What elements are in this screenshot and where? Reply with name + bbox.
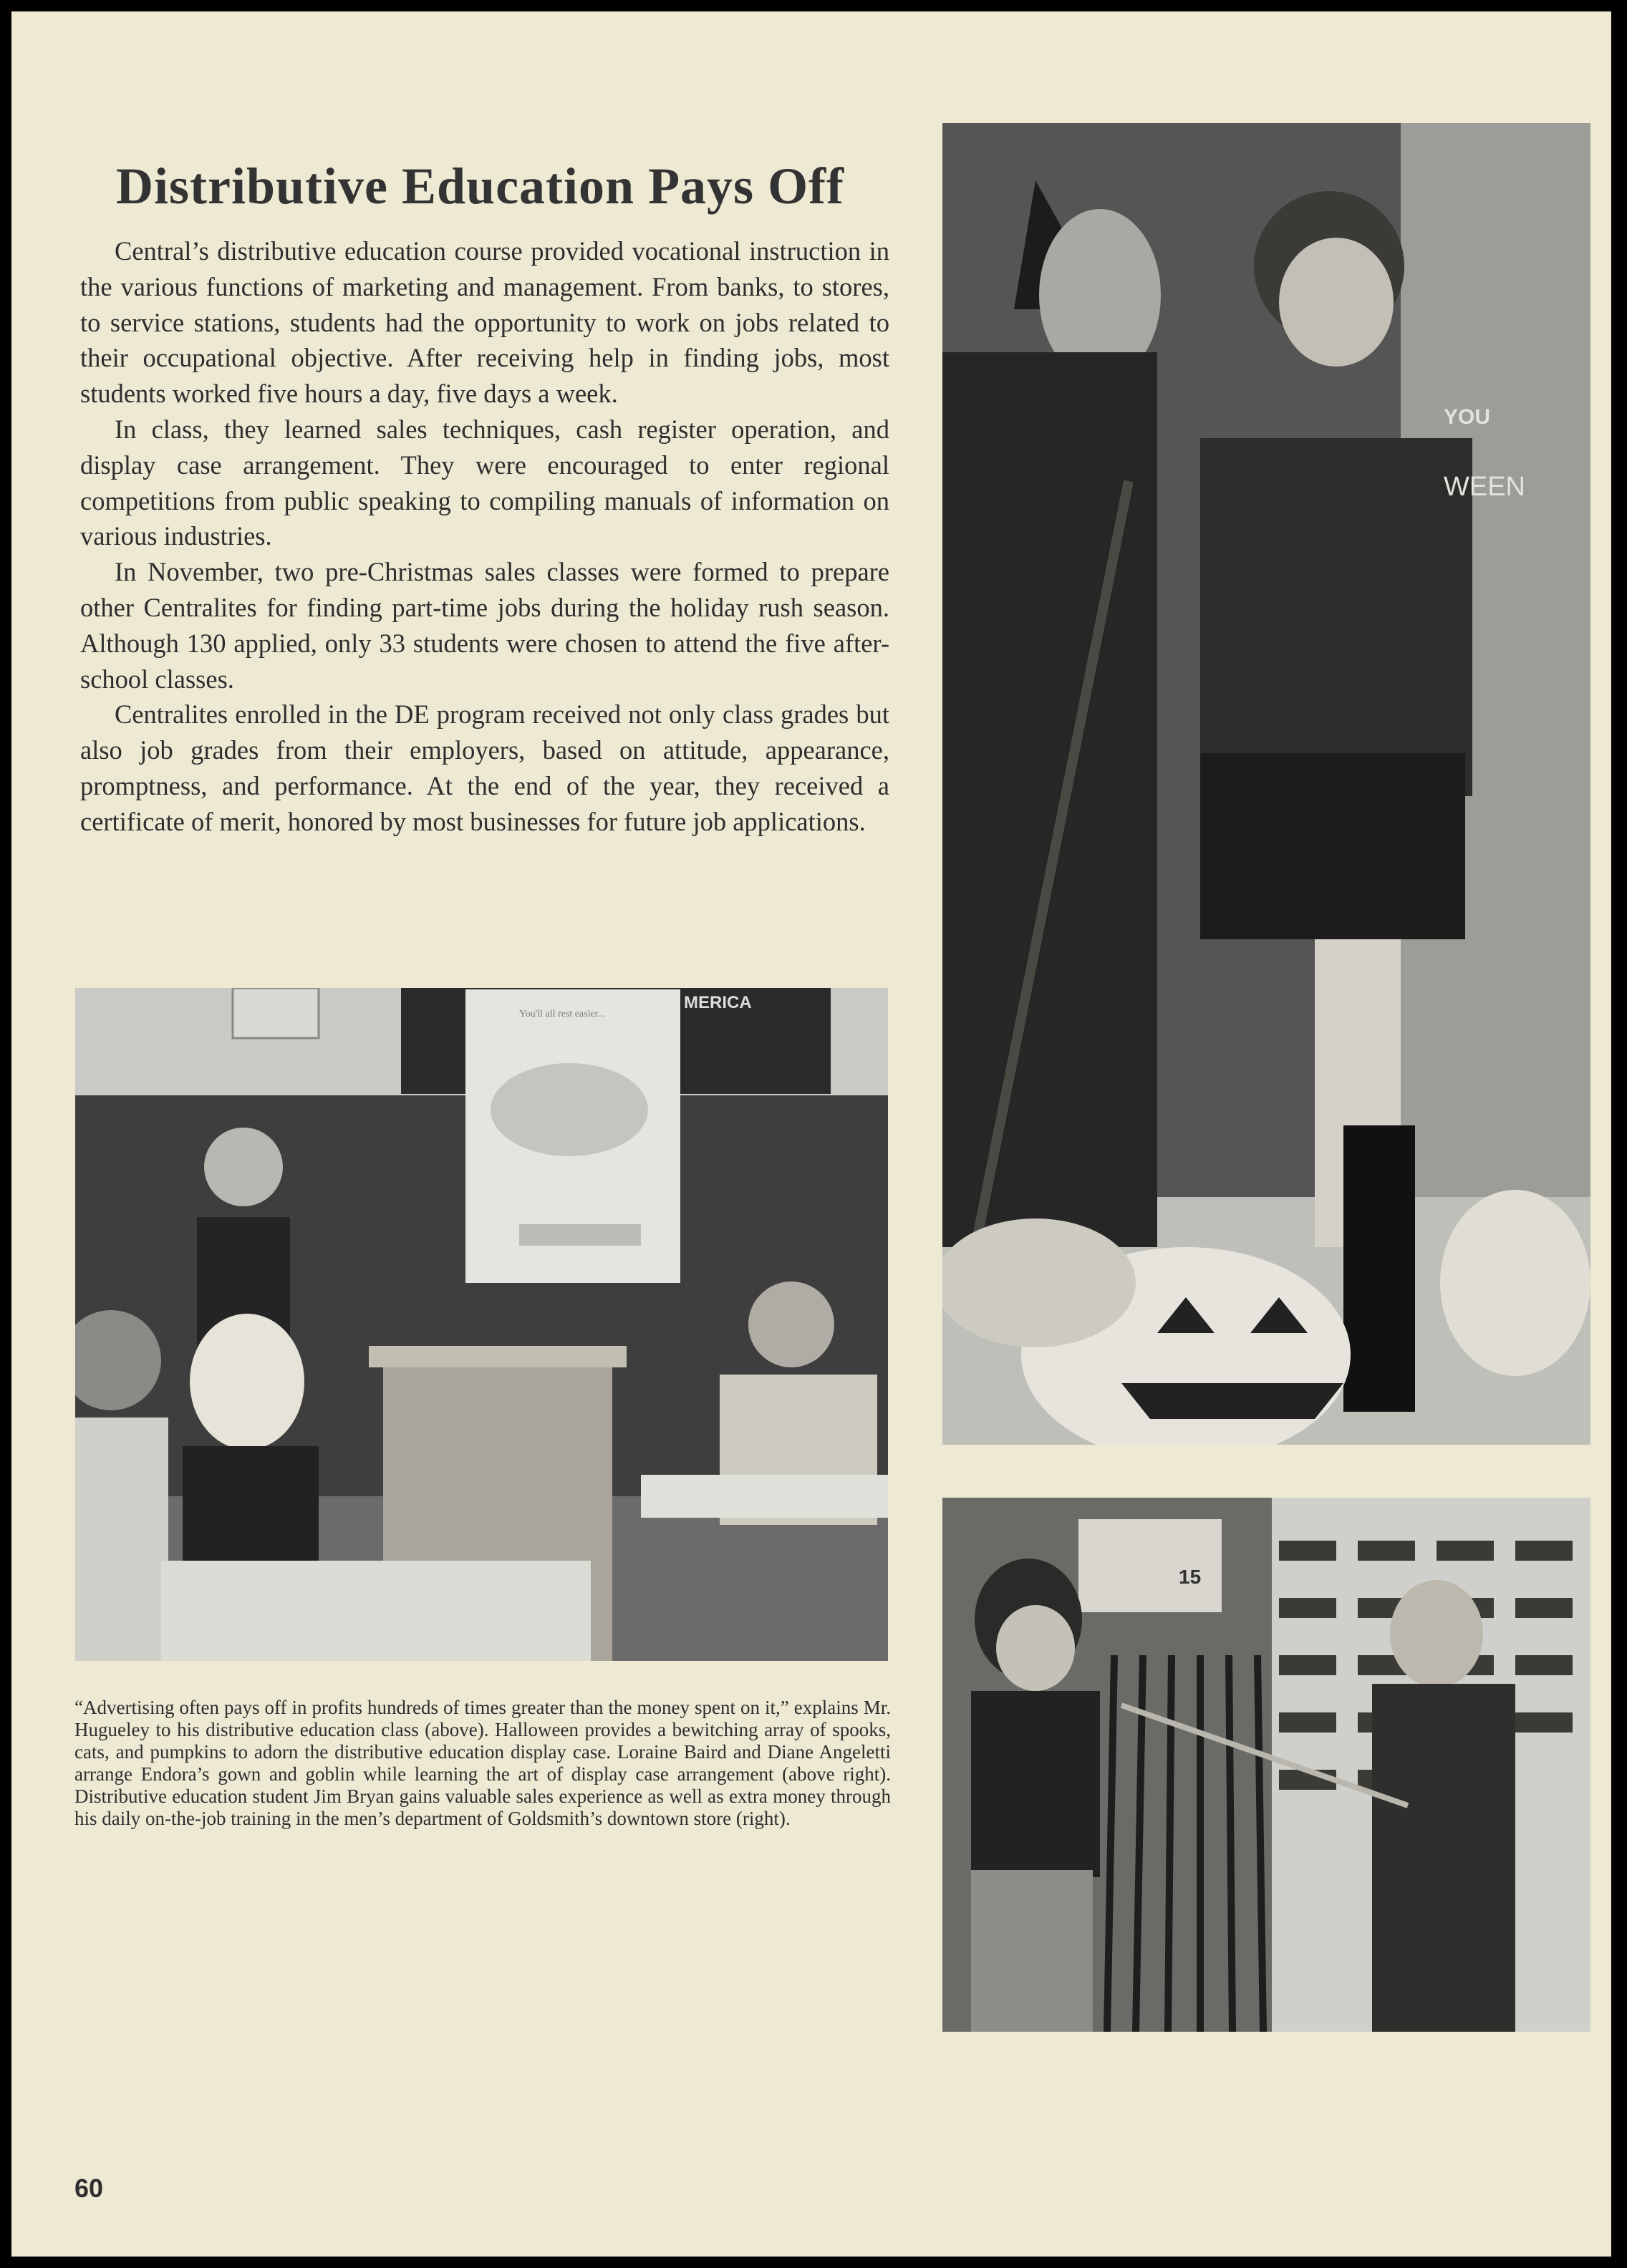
halloween-display-photo (942, 123, 1590, 1445)
page-title: Distributive Education Pays Off (116, 158, 845, 215)
banner-text: MERICA (684, 993, 752, 1012)
paragraph: In class, they learned sales techniques, cash register operation, and display case arrangement. They were encouraged to enter regional competitions from public speaking to compiling manuals of information on various industries. (80, 414, 889, 551)
classroom-photo (75, 988, 888, 1661)
photo-caption: “Advertising often pays off in profits hundreds of times greater than the money spent on it,” explains Mr. Hugueley to his distributive education class (above). Halloween provides a bewitching array of spooks, cats, and pumpkins to adorn the distributive education display case. Loraine Baird and Diane Angeletti arrange Endora’s gown and goblin while learning the art of display case arrangement (above right). Distributive education student Jim Bryan gains valuable sales experience as well as extra money through his daily on-the-job training in the men’s department of Goldsmith’s downtown store (right). (74, 1697, 891, 1829)
display-text-ween: WEEN (1444, 472, 1525, 502)
display-text-you: YOU (1444, 405, 1491, 429)
store-photo (942, 1498, 1590, 2032)
paragraph: Centralites enrolled in the DE program received not only class grades but also job grades from their employers, based on attitude, appearance, promptness, and performance. At the end of the year, they received a certificate of merit, honored by most businesses for future job applications. (80, 699, 889, 836)
poster-text: You'll all rest easier... (519, 1009, 606, 1019)
page-number: 60 (74, 2174, 104, 2203)
price-tag-text: 15 (1179, 1566, 1202, 1588)
paragraph: Central’s distributive education course provided vocational instruction in the various functions of marketing and management. From banks, to stores, to service stations, students had the opportunity to work on jobs related to their occupational objective. After receiving help in finding jobs, most students worked five hours a day, five days a week. (80, 236, 889, 409)
article-body (80, 233, 889, 840)
paragraph: In November, two pre-Christmas sales classes were formed to prepare other Centralites for finding part-time jobs during the holiday rush season. Although 130 applied, only 33 students were chosen to attend the five after-school classes. (80, 557, 889, 694)
yearbook-page (11, 11, 1616, 2257)
